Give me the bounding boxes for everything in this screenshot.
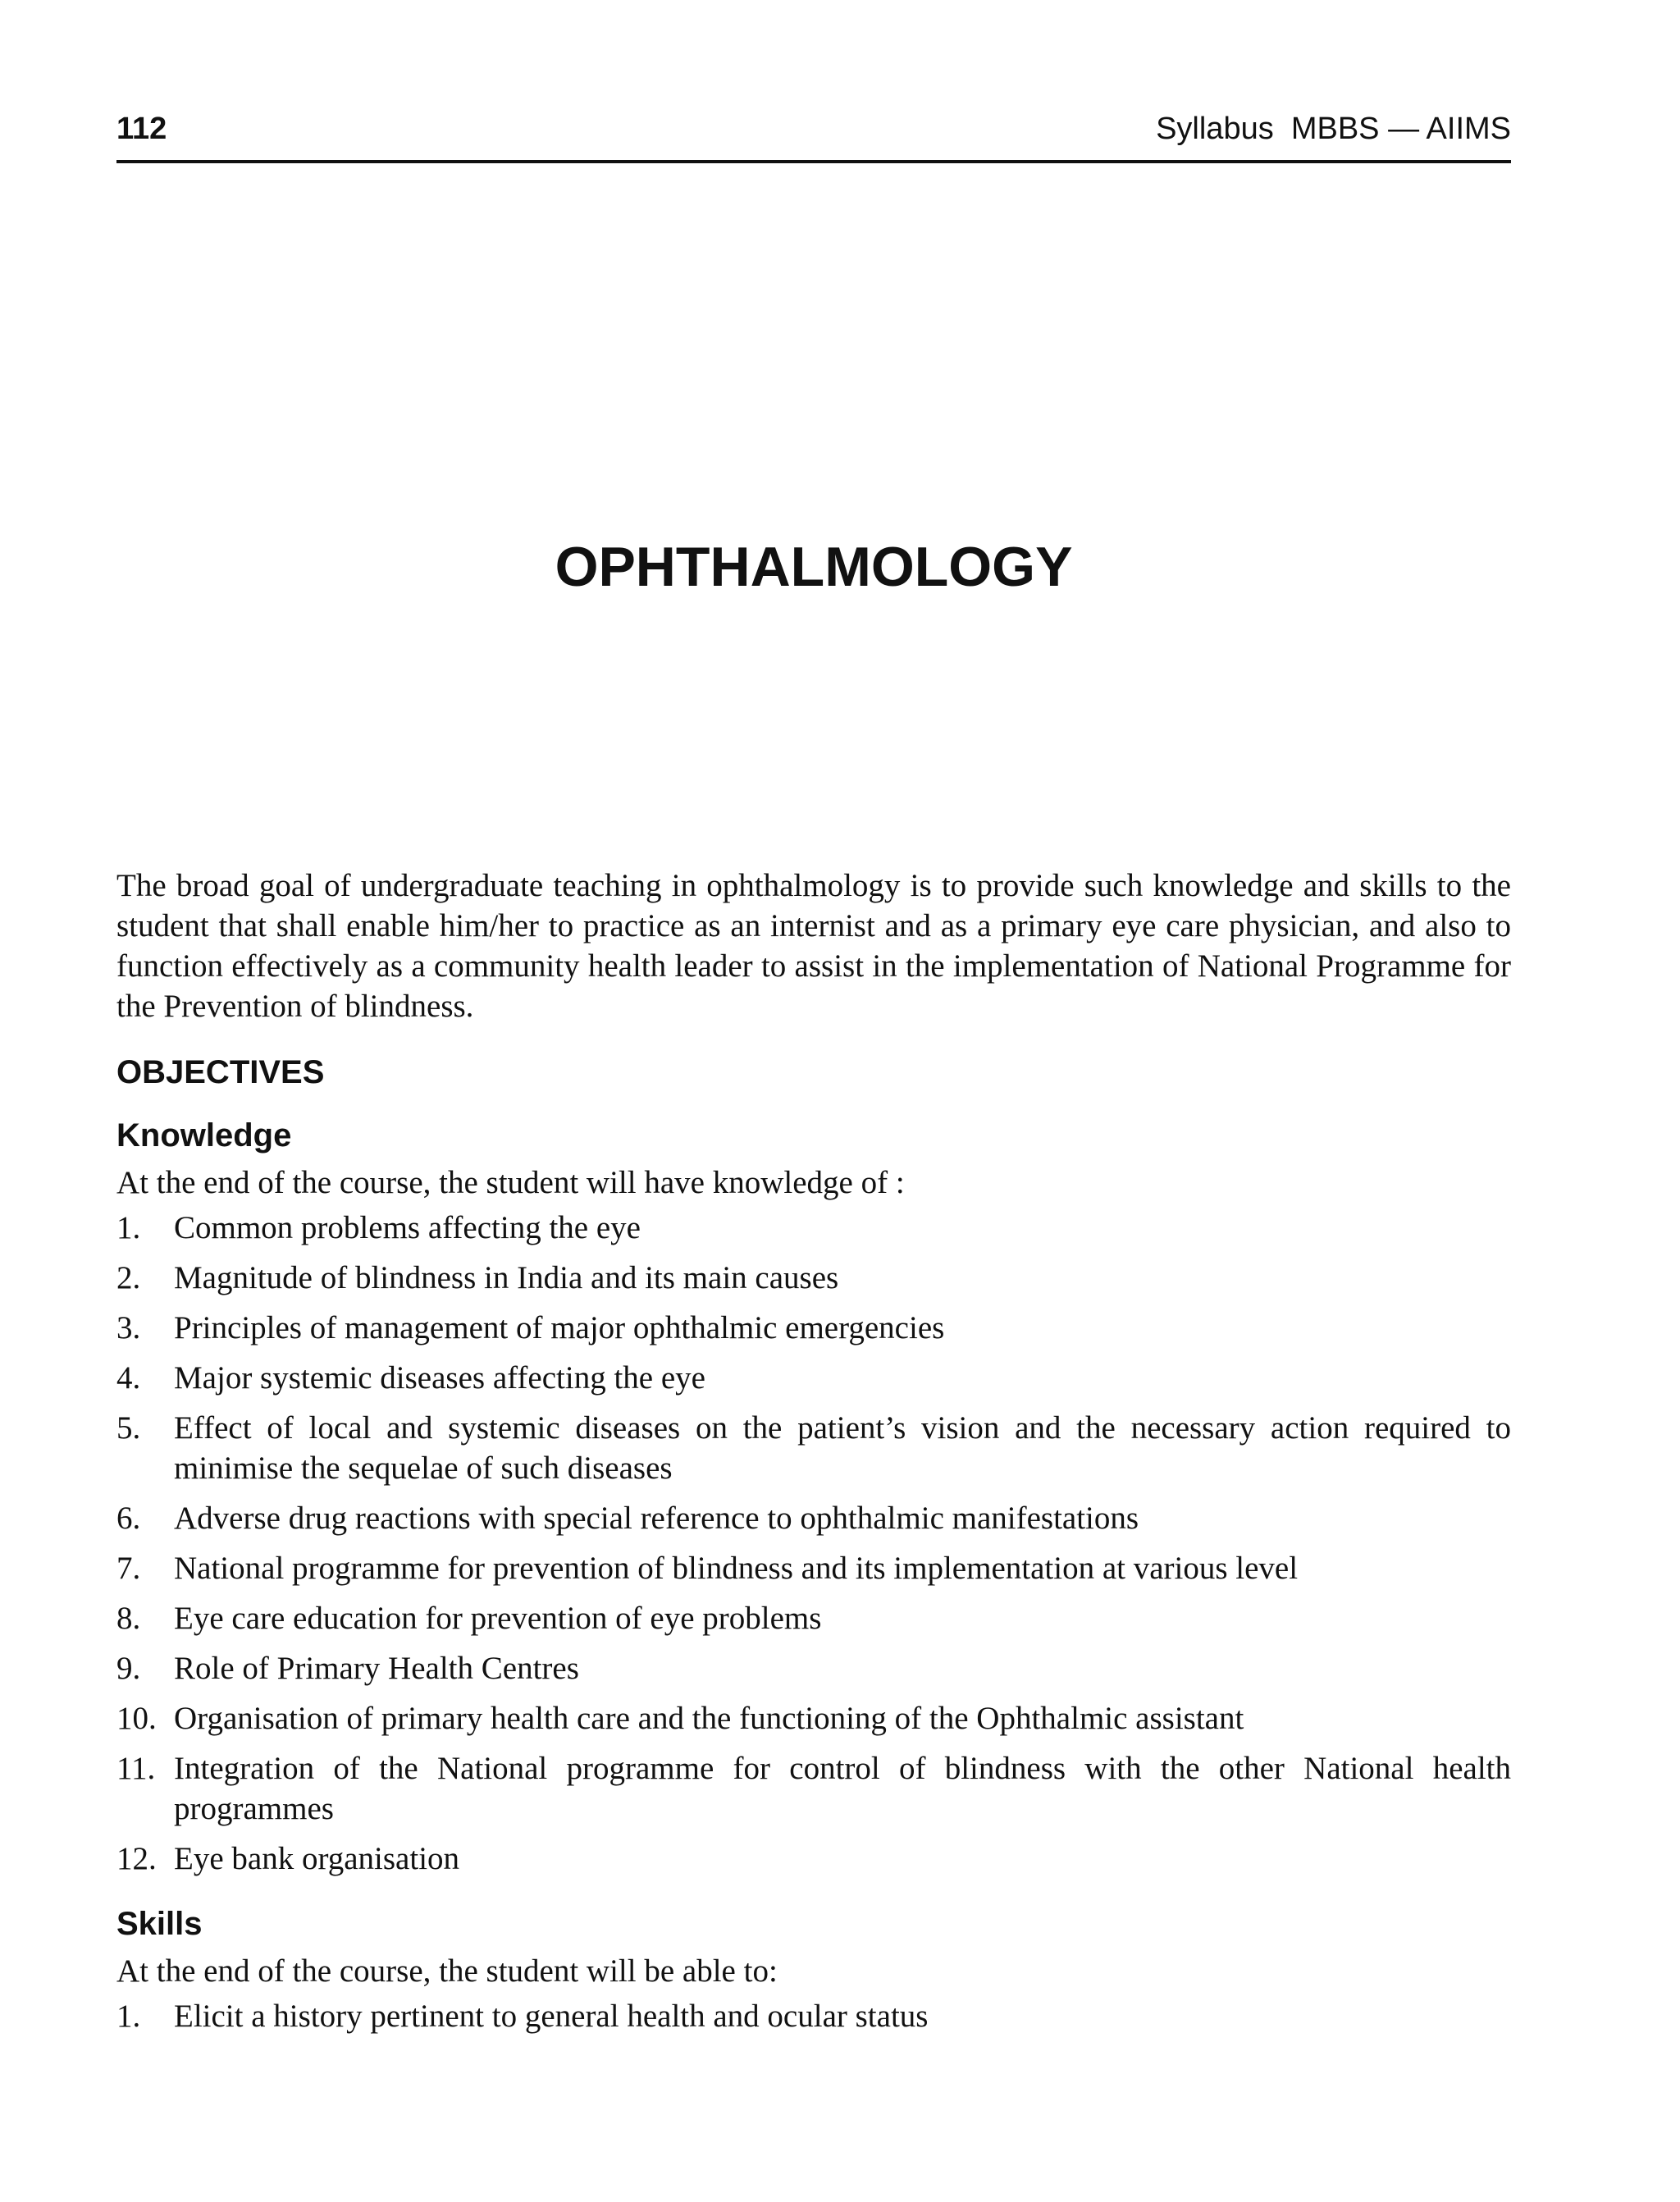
- item-number: 1.: [116, 1210, 141, 1245]
- skills-list: [116, 1996, 1511, 2036]
- item-text: Elicit a history pertinent to general health and ocular status: [174, 1999, 929, 2034]
- item-text: Major systemic diseases affecting the eye: [174, 1360, 705, 1396]
- item-text: National programme for prevention of blindness and its implementation at various level: [174, 1551, 1299, 1586]
- list-item: [116, 1598, 1511, 1638]
- item-text: Organisation of primary health care and the functioning of the Ophthalmic assistant: [174, 1701, 1244, 1736]
- item-text: Role of Primary Health Centres: [174, 1651, 579, 1686]
- page-header: [116, 112, 1511, 151]
- knowledge-section: [116, 1115, 1511, 1879]
- list-item: [116, 1308, 1511, 1348]
- item-text: Principles of management of major ophthalmic emergencies: [174, 1310, 945, 1345]
- item-text: Eye care education for prevention of eye problems: [174, 1601, 822, 1636]
- item-number: 2.: [116, 1260, 141, 1295]
- chapter-title: OPHTHALMOLOGY: [555, 536, 1073, 598]
- item-text: Integration of the National programme for control of blindness with the other National health programmes: [174, 1751, 1511, 1826]
- item-number: 6.: [116, 1501, 141, 1536]
- list-item: [116, 1548, 1511, 1588]
- item-number: 4.: [116, 1360, 141, 1396]
- header-rule: [116, 160, 1511, 163]
- list-item: [116, 1648, 1511, 1688]
- item-text: Effect of local and systemic diseases on the patient’s vision and the necessary action required to minimise the sequelae of such diseases: [174, 1410, 1511, 1486]
- list-item: [116, 1358, 1511, 1398]
- list-item: [116, 1839, 1511, 1879]
- item-text: Eye bank organisation: [174, 1841, 460, 1876]
- item-number: 11.: [116, 1751, 156, 1786]
- item-number: 9.: [116, 1651, 141, 1686]
- item-text: Adverse drug reactions with special reference to ophthalmic manifestations: [174, 1501, 1139, 1536]
- item-number: 7.: [116, 1551, 141, 1586]
- page-content: [116, 866, 1511, 2046]
- page-number: 112: [116, 112, 167, 146]
- list-item: [116, 1258, 1511, 1298]
- knowledge-list: [116, 1208, 1511, 1879]
- item-number: 8.: [116, 1601, 141, 1636]
- skills-lead: At the end of the course, the student will be able to:: [116, 1953, 778, 1989]
- item-number: 12.: [116, 1841, 157, 1876]
- list-item: [116, 1996, 1511, 2036]
- item-text: Common problems affecting the eye: [174, 1210, 641, 1245]
- intro-paragraph: The broad goal of undergraduate teaching in ophthalmology is to provide such knowledge and skills to the student that shall enable him/her to practice as an internist and as a primary eye care physician, and also to function effectively as a community health leader to assist in the implementation of National Programme for the Prevention of blindness.: [116, 868, 1511, 1024]
- item-number: 3.: [116, 1310, 141, 1345]
- item-text: Magnitude of blindness in India and its main causes: [174, 1260, 839, 1295]
- skills-heading: Skills: [116, 1906, 203, 1942]
- knowledge-lead: At the end of the course, the student will have knowledge of :: [116, 1165, 905, 1200]
- list-item: [116, 1408, 1511, 1488]
- list-item: [116, 1748, 1511, 1829]
- list-item: [116, 1498, 1511, 1538]
- list-item: [116, 1698, 1511, 1738]
- skills-section: [116, 1903, 1511, 2036]
- objectives-heading: OBJECTIVES: [116, 1054, 325, 1090]
- running-head: Syllabus MBBS — AIIMS: [1156, 112, 1511, 146]
- item-number: 1.: [116, 1999, 141, 2034]
- list-item: [116, 1208, 1511, 1248]
- item-number: 5.: [116, 1410, 141, 1446]
- knowledge-heading: Knowledge: [116, 1117, 292, 1154]
- item-number: 10.: [116, 1701, 157, 1736]
